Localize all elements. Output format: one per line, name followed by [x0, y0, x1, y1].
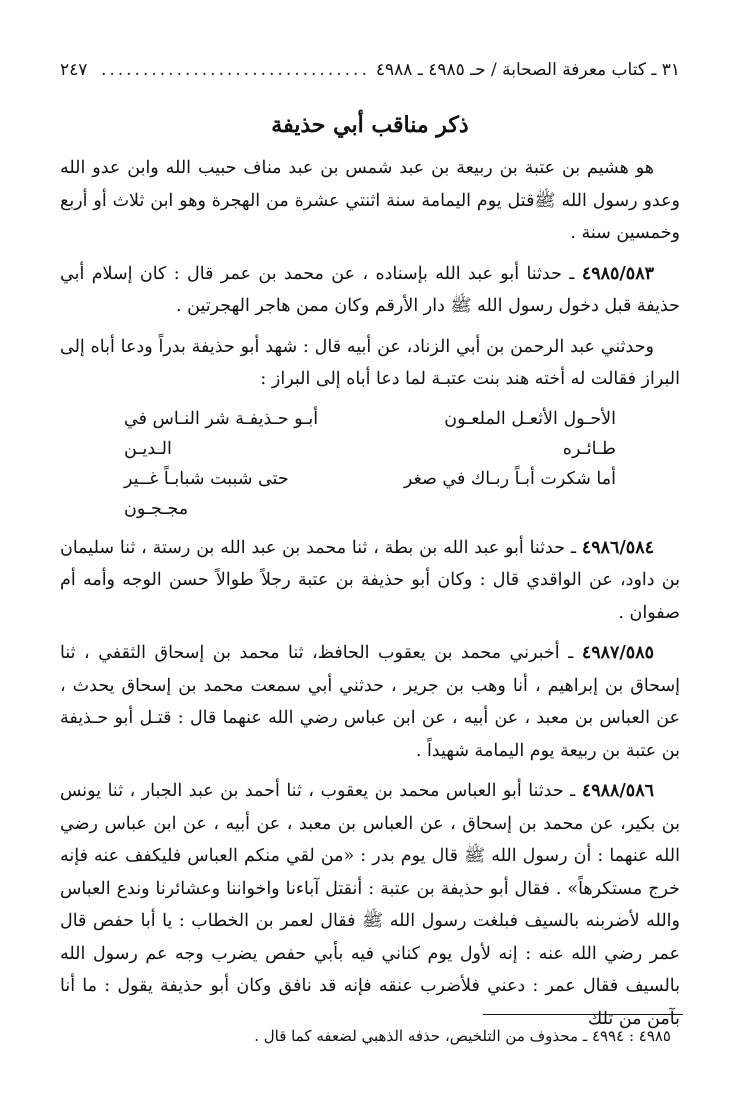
hadith-number: ٤٩٨٥/٥٨٣	[581, 263, 654, 284]
intro-paragraph: هو هشيم بن عتبة بن ربيعة بن عبد شمس بن عبد مناف حبيب الله وابن عدو الله وعدو رسول الله ﷺقتل يوم اليمامة سنة اثنتي عشرة من الهجرة وهو ابن ثلاث أو أربع وخمسين سنة .	[60, 158, 680, 243]
hadith-paragraph-4988	[60, 775, 680, 1035]
hadith-text: ـ حدثنا أبو عبد الله بإسناده ، عن محمد بن عمر قال : كان إسلام أبي حذيفة قبل دخول رسول الله ﷺ دار الأرقم وكان ممن هاجر الهجرتين .	[60, 263, 680, 316]
verse-second-hemistich: حتى شببت شبابـاً غــير مجـجـون	[124, 468, 289, 519]
verse-line	[60, 464, 680, 524]
hadith-paragraph-4987	[60, 637, 680, 767]
hadith-number: ٤٩٨٦/٥٨٤	[581, 537, 654, 558]
page-number: ٢٤٧	[60, 60, 88, 80]
verse-first-hemistich: الأحـول الأثعـل الملعـون طـائـره	[444, 408, 616, 459]
poem-verses	[60, 404, 680, 524]
page-body	[60, 58, 680, 1043]
footnote: ٤٩٨٥ : ٤٩٩٤ ـ محذوف من التلخيص، حذفه الذهبي لضعفه كما قال .	[254, 1027, 671, 1045]
hadith-paragraph-4985	[60, 258, 680, 323]
hadith-text: ـ حدثنا أبو عبد الله بن بطة ، ثنا محمد بن عبد الله بن رستة ، ثنا سليمان بن داود، عن الواقدي قال : وكان أبو حذيفة بن عتبة رجلاً طوالاً حسن الوجه وأمه أم صفوان .	[60, 537, 680, 623]
running-header	[60, 58, 680, 84]
verse-second-hemistich: أبـو حـذيفـة شر النـاس في الـديـن	[124, 408, 319, 459]
footnote-separator	[483, 1014, 683, 1015]
section-title: ذكر مناقب أبي حذيفة	[271, 112, 469, 138]
narration-paragraph: وحدثني عبد الرحمن بن أبي الزناد، عن أبيه قال : شهد أبو حذيفة بدراً ودعا أباه إلى البراز فقالت له أخته هند بنت عتبـة لما دعا أباه إلى البراز :	[60, 336, 680, 389]
hadith-text: ـ أخبرني محمد بن يعقوب الحافظ، ثنا محمد بن إسحاق الثقفي ، ثنا إسحاق بن إبراهيم ، أنا وهب بن جرير ، حدثني أبي سمعت محمد بن إسحاق يحدث ، عن العباس بن معبد ، عن أبيه ، عن ابن عباس رضي الله عنهما قال : قتـل أبو حـذيفة بن عتبة بن ربيعة يوم اليمامة شهيداً .	[60, 643, 680, 761]
verse-first-hemistich: أما شكرت أبـاً ربـاك في صغر	[403, 468, 616, 489]
hadith-paragraph-4986	[60, 532, 680, 630]
hadith-number: ٤٩٨٨/٥٨٦	[581, 781, 654, 801]
verse-line	[60, 404, 680, 464]
hadith-number: ٤٩٨٧/٥٨٥	[581, 643, 654, 663]
running-header-leader-dots: ................................	[100, 60, 370, 80]
running-header-title: ٣١ ـ كتاب معرفة الصحابة / حـ ٤٩٨٥ ـ ٤٩٨٨	[375, 60, 680, 80]
hadith-text: ـ حدثنا أبو العباس محمد بن يعقوب ، ثنا أحمد بن عبد الجبار ، ثنا يونس بن بكير، عن محمد بن إسحاق ، عن العباس بن معبد ، عن أبيه ، عن ابن عباس رضي الله عنهما : أن رسول الله ﷺ قال يوم بدر : «من لقي منكم العباس فليكفف عنه فإنه خرج مستكرهاً» . فقال أبو حذيفة بن عتبة : أنقتل آباءنا واخواننا وعشائرنا وندع العباس والله لأضربنه بالسيف فبلغت رسول الله ﷺ فقال لعمر بن الخطاب : يا أبا حفص قال عمر رضي الله عنه : إنه لأول يوم كناني فيه بأبي حفص يضرب وجه عم رسول الله بالسيف فقال عمر : دعني فلأضرب عنقه فإنه قد نافق وكان أبو حذيفة يقول : ما أنا بآمن من تلك	[60, 781, 680, 1029]
